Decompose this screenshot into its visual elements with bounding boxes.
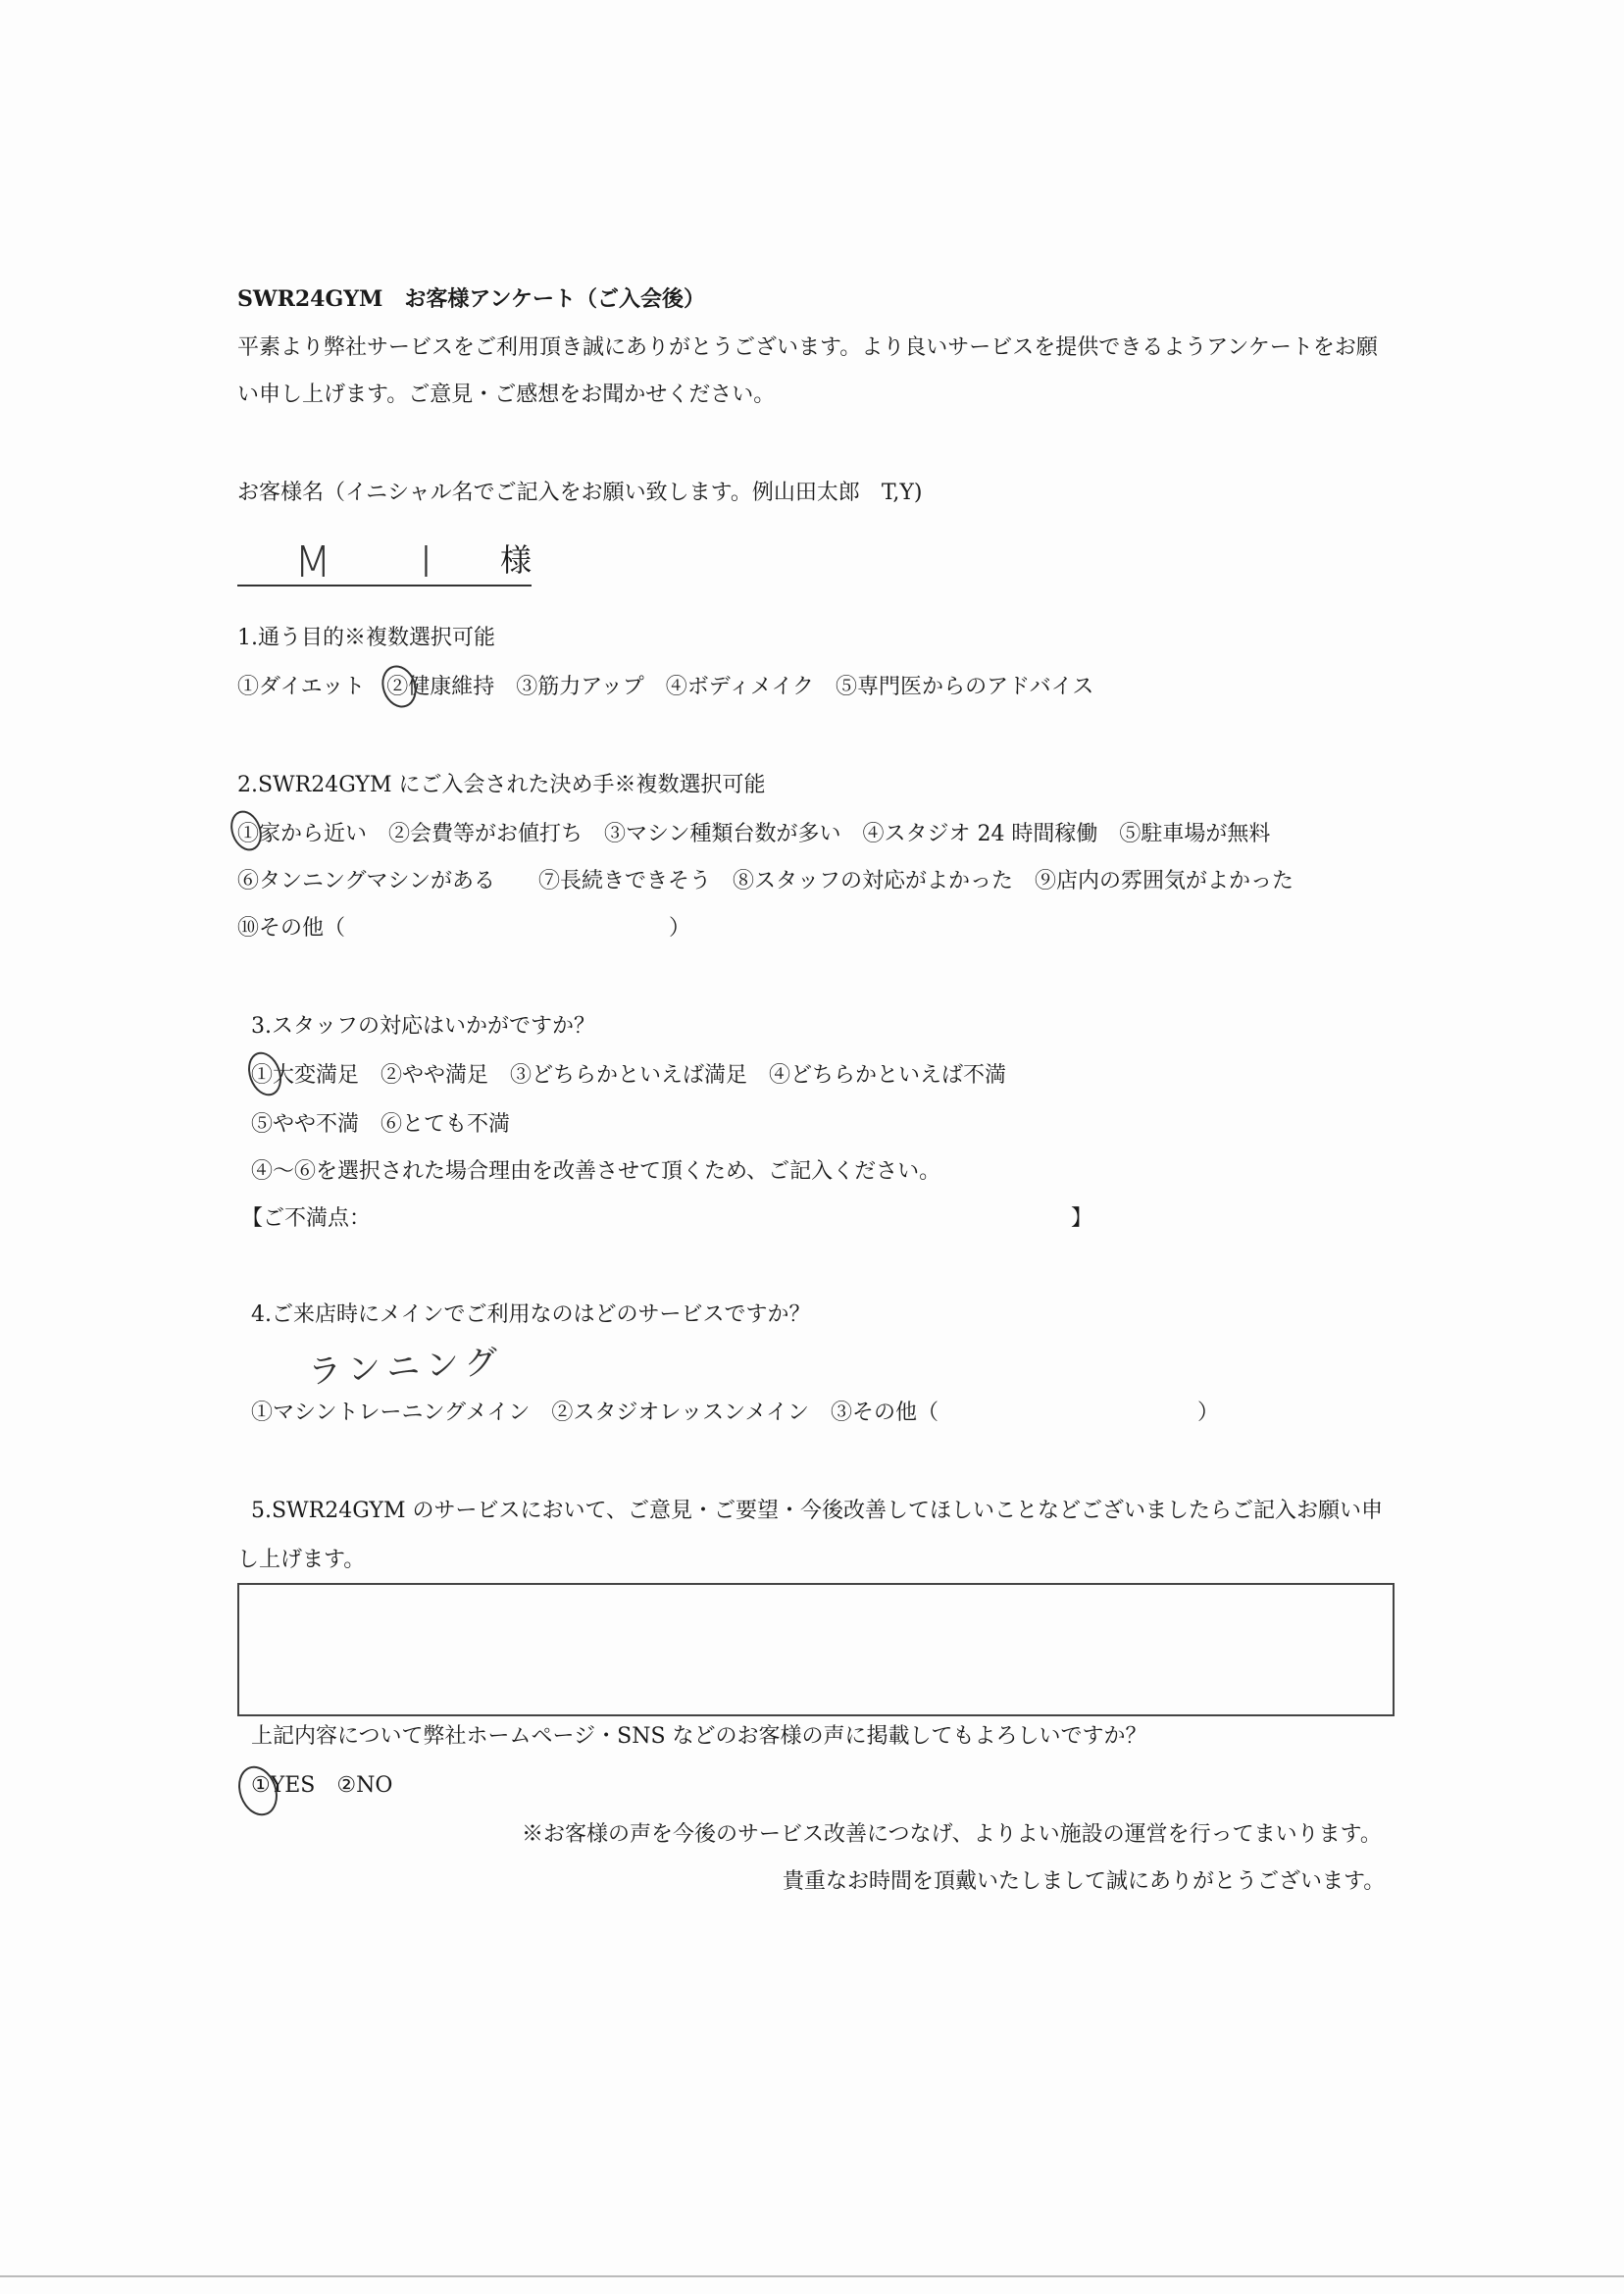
q5-yes-no[interactable]: ①YES ②NO <box>251 1773 393 1798</box>
q3-options-2[interactable]: ⑤やや不満 ⑥とても不満 <box>251 1112 511 1137</box>
q3-question: 3.スタッフの対応はいかがですか？ <box>251 1014 595 1039</box>
q1-selection-mark <box>377 661 423 713</box>
q3-options-1[interactable]: ①大変満足 ②やや満足 ③どちらかといえば満足 ④どちらかといえば不満 <box>251 1063 1007 1088</box>
q3-selection-mark <box>242 1047 287 1100</box>
customer-name-label: お客様名（イニシャル名でご記入をお願い致します。例山田太郎 T,Y) <box>237 481 923 505</box>
q4-options[interactable]: ①マシントレーニングメイン ②スタジオレッスンメイン ③その他（ ） <box>251 1401 1220 1425</box>
q5-question-2: し上げます。 <box>237 1548 366 1572</box>
q3-complaint-label: 【ご不満点： <box>241 1206 372 1231</box>
survey-title: SWR24GYM お客様アンケート（ご入会後） <box>237 286 706 312</box>
q5-selection-mark <box>231 1760 283 1821</box>
q2-options-3[interactable]: ⑩その他（ ） <box>237 916 691 941</box>
customer-name-underline <box>237 585 532 586</box>
customer-honorific: 様 <box>500 541 533 579</box>
scan-bottom-edge <box>0 2275 1624 2277</box>
q4-handwritten-answer[interactable]: ランニング <box>307 1342 505 1393</box>
q3-complaint-close: 】 <box>1071 1206 1093 1231</box>
q5-question-1: 5.SWR24GYM のサービスにおいて、ご意見・ご要望・今後改善してほしいことなどございましたらご記入お願い申 <box>251 1499 1384 1523</box>
q2-question: 2.SWR24GYM にご入会された決め手※複数選択可能 <box>237 773 766 797</box>
q1-options[interactable]: ①ダイエット ②健康維持 ③筋力アップ ④ボディメイク ⑤専門医からのアドバイス <box>237 675 1094 699</box>
q4-question: 4.ご来店時にメインでご利用なのはどのサービスですか？ <box>251 1302 811 1327</box>
q2-options-2[interactable]: ⑥タンニングマシンがある ⑦長続きできそう ⑧スタッフの対応がよかった ⑨店内の雰囲気がよかった <box>237 869 1294 893</box>
closing-line-2: 貴重なお時間を頂戴いたしまして誠にありがとうございます。 <box>783 1869 1386 1894</box>
q5-comment-box[interactable] <box>237 1583 1395 1716</box>
q5-permission: 上記内容について弊社ホームページ・SNS などのお客様の声に掲載してもよろしいですか？ <box>251 1724 1147 1749</box>
intro-line-1: 平素より弊社サービスをご利用頂き誠にありがとうございます。より良いサービスを提供できるようアンケートをお願 <box>237 335 1378 360</box>
intro-line-2: い申し上げます。ご意見・ご感想をお聞かせください。 <box>237 382 776 407</box>
q2-options-1[interactable]: ①家から近い ②会費等がお値打ち ③マシン種類台数が多い ④スタジオ 24 時間稼働 ⑤駐車場が無料 <box>237 822 1271 846</box>
q1-question: 1.通う目的※複数選択可能 <box>237 626 495 650</box>
closing-line-1: ※お客様の声を今後のサービス改善につなげ、よりよい施設の運営を行ってまいります。 <box>522 1822 1382 1847</box>
q3-note: ④〜⑥を選択された場合理由を改善させて頂くため、ご記入ください。 <box>251 1159 941 1184</box>
customer-initials[interactable]: M I <box>294 537 470 587</box>
